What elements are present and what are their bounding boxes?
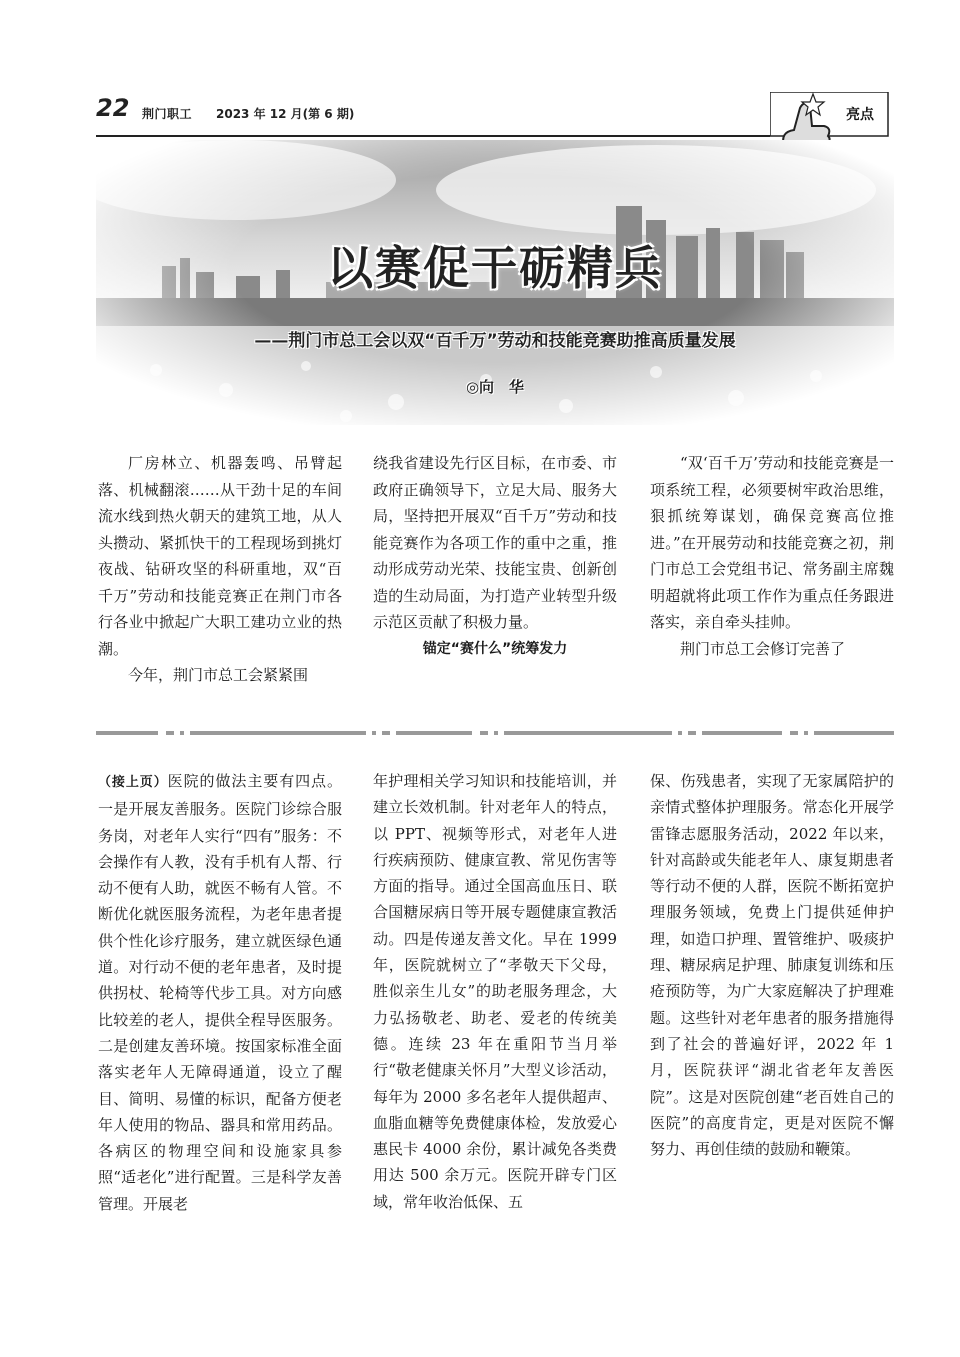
article-top-column-3 [650, 450, 894, 662]
paragraph: 今年，荆门市总工会紧紧围 [128, 666, 309, 684]
issue-date: 2023 年 12 月(第 6 期) [216, 107, 355, 121]
article-subtitle: ——荆门市总工会以双“百千万”劳动和技能竞赛助推高质量发展 [254, 331, 736, 351]
paragraph-text: 医院的做法主要有四点。一是开展友善服务。医院门诊综合服务岗，对老年人实行“四有”服务：不会操作有人教，没有手机有人帮、行动不便有人助，就医不畅有人管。不断优化就医服务流程，为老年患者提供个性化诊疗服务，建立就医绿色通道。对行动不便的老年患者，及时提供拐杖、轮椅等代步工具。对方向感比较差的老人，提供全程导医服务。二是创建友善环境。按国家标准全面落实老年人无障碍通道，设立了醒目、简明、易懂的标识，配备方便老年人使用的物品、器具和常用药品。各病区的物理空间和设施家具参照“适老化”进行配置。三是科学友善管理。开展老 [98, 772, 342, 1213]
paragraph: 厂房林立、机器轰鸣、吊臂起落、机械翻滚……从干劲十足的车间流水线到热火朝天的建筑工地，从人头攒动、紧抓快干的工程现场到挑灯夜战、钻研攻坚的科研重地，双“百千万”劳动和技能竞赛正在荆门市各行各业中掀起广大职工建功立业的热潮。 [98, 454, 342, 658]
publication-name: 荆门职工 [142, 107, 193, 121]
article-top-column-2 [373, 450, 617, 662]
paragraph: 年护理相关学习知识和技能培训，并建立长效机制。针对老年人的特点，以 PPT、视频等形式，对老年人进行疾病预防、健康宣教、常见伤害等方面的指导。通过全国高血压日、联合国糖尿病日等开展专题健康宣教活动。四是传递友善文化。早在 1999 年，医院就树立了“孝敬天下父母，胜似亲生儿女”的助老服务理念，大力弘扬敬老、助老、爱老的传统美德。连续 23 年在重阳节当月举行“敬老健康关怀月”大型义诊活动，每年为 2000 多名老年人提供超声、血脂血糖等免费健康体检，发放爱心惠民卡 4000 余份，累计减免各类费用达 500 余万元。医院开辟专门区域，常年收治低保、五 [373, 772, 617, 1211]
paragraph [98, 768, 342, 1217]
paragraph: 荆门市总工会修订完善了 [680, 639, 846, 658]
article-title: 以赛促干砺精兵 [327, 241, 663, 295]
continued-label: （接上页） [98, 775, 168, 790]
header-rule [96, 135, 770, 137]
paragraph: “双‘百千万’劳动和技能竞赛是一项系统工程，必须要树牢政治思维，狠抓统筹谋划，确保竞赛高位推进。”在开展劳动和技能竞赛之初，荆门市总工会党组书记、常务副主席魏明超就将此项工作作为重点任务跟进落实，亲自牵头挂帅。 [650, 454, 894, 631]
section-label: 亮点 [846, 107, 874, 123]
article-banner [96, 140, 894, 425]
article-bottom-column-1 [98, 768, 342, 1217]
article-top-column-1 [98, 450, 342, 689]
paragraph: 保、伤残患者，实现了无家属陪护的亲情式整体护理服务。常态化开展学雷锋志愿服务活动，2022 年以来，针对高龄或失能老年人、康复期患者等行动不便的人群，医院不断拓宽护理服务领域，免费上门提供延伸护理，如造口护理、置管维护、吸痰护理、糖尿病足护理、肺康复训练和压疮预防等，为广大家庭解决了护理难题。这些针对老年患者的服务措施得到了社会的普遍好评，2022 年 1 月，医院获评“湖北省老年友善医院”。这是对医院创建“老百姓自己的医院”的高度肯定，更是对医院不懈努力、再创佳绩的鼓励和鞭策。 [650, 772, 894, 1159]
article-bottom-column-2 [373, 768, 617, 1215]
section-subheading: 锚定“赛什么”统筹发力 [422, 640, 568, 657]
article-bottom-column-3 [650, 768, 894, 1162]
paragraph: 绕我省建设先行区目标，在市委、市政府正确领导下，立足大局、服务大局，坚持把开展双“百千万”劳动和技能竞赛作为各项工作的重中之重，推动形成劳动光荣、技能宝贵、创新创造的生动局面，为打造产业转型升级示范区贡献了积极力量。 [373, 454, 617, 631]
article-divider [96, 730, 894, 736]
article-byline: ◎向 华 [465, 378, 525, 396]
page-number: 22 [96, 94, 130, 122]
